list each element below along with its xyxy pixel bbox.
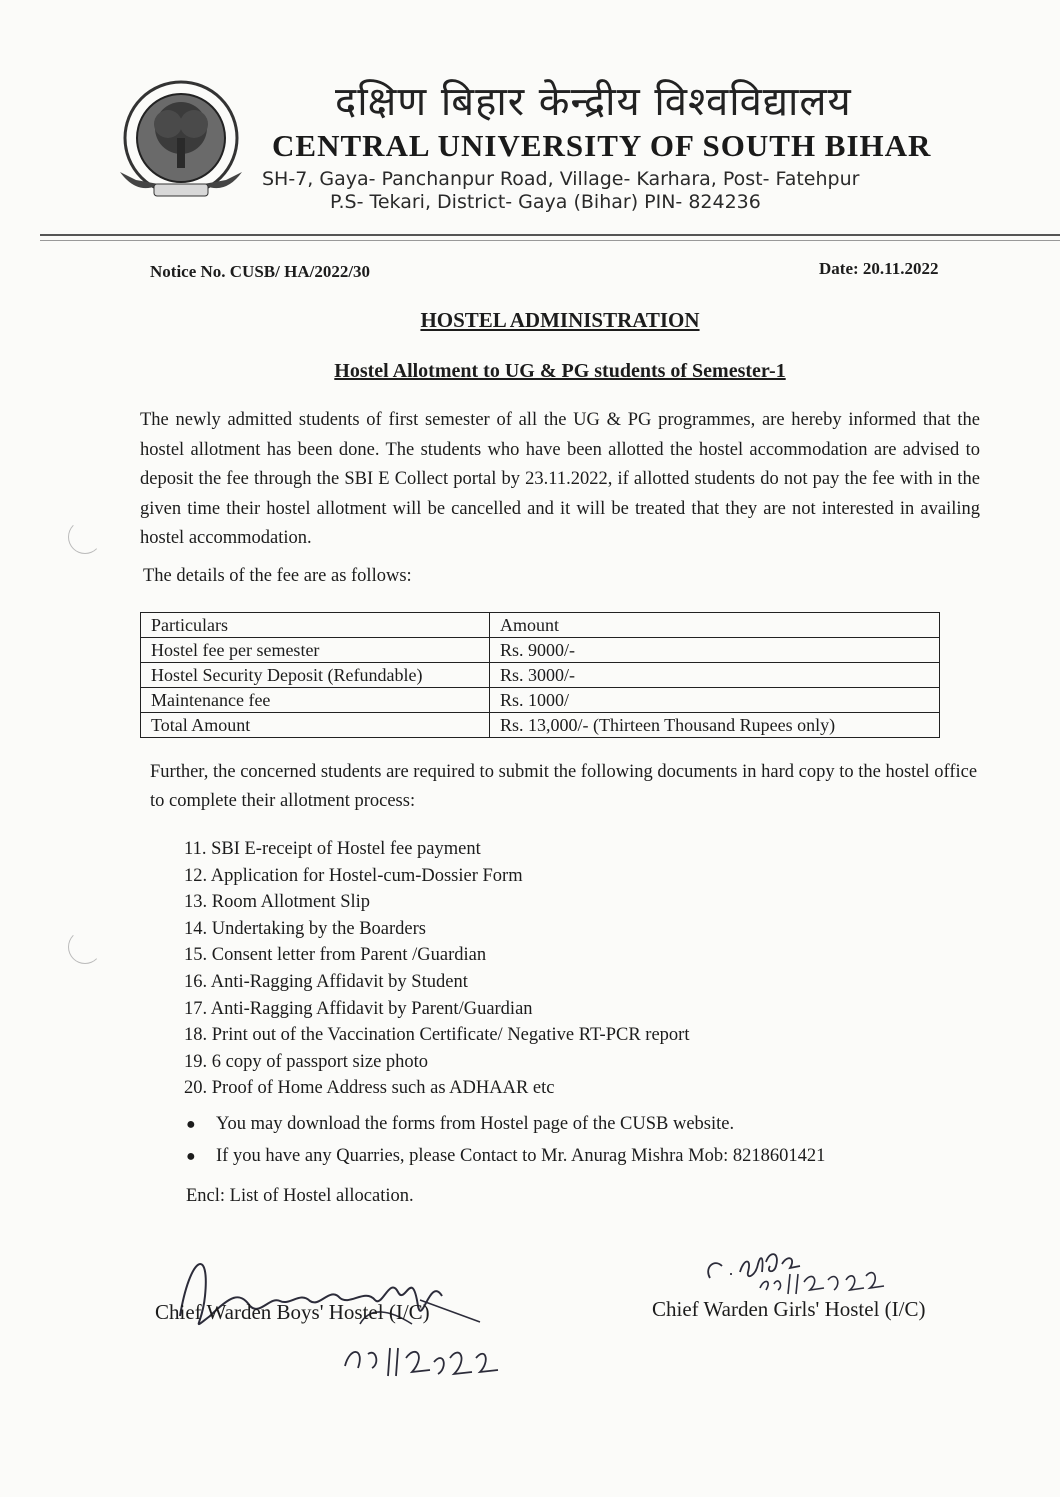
table-cell: Total Amount [141, 713, 490, 738]
university-name-hindi: दक्षिण बिहार केन्द्रीय विश्वविद्यालय [335, 79, 852, 125]
table-cell: Rs. 3000/- [490, 663, 940, 688]
list-item: 20. Proof of Home Address such as ADHAAR etc [184, 1078, 555, 1099]
bullet-item [186, 1108, 825, 1140]
table-row [141, 638, 940, 663]
table-cell: Rs. 9000/- [490, 638, 940, 663]
university-logo [116, 76, 246, 206]
table-header-cell: Amount [490, 613, 940, 638]
list-item: 16. Anti-Ragging Affidavit by Student [184, 971, 468, 992]
table-cell: Rs. 13,000/- (Thirteen Thousand Rupees only) [490, 713, 940, 738]
bullet-icon: ● [186, 1116, 196, 1133]
table-row [141, 713, 940, 738]
fee-table [140, 612, 940, 738]
list-item: 14. Undertaking by the Boarders [184, 918, 426, 939]
punch-hole-mark [68, 930, 102, 964]
girls-warden-signature [700, 1228, 900, 1298]
notice-date: Date: 20.11.2022 [819, 259, 939, 278]
punch-hole-mark [68, 520, 102, 554]
documents-list [184, 836, 689, 1102]
table-cell: Maintenance fee [141, 688, 490, 713]
fee-details-intro: The details of the fee are as follows: [143, 566, 412, 586]
list-item: 11. SBI E-receipt of Hostel fee payment [184, 839, 481, 859]
girls-warden-title: Chief Warden Girls' Hostel (I/C) [652, 1297, 926, 1321]
bullet-text: You may download the forms from Hostel page of the CUSB website. [216, 1114, 735, 1134]
documents-intro: Further, the concerned students are required to submit the following documents in hard copy to the hostel office to complete their allotment process: [150, 762, 978, 811]
table-row [141, 688, 940, 713]
section-title: HOSTEL ADMINISTRATION [420, 308, 700, 332]
notice-paragraph: The newly admitted students of first semester of all the UG & PG programmes, are hereby informed that the hostel allotment has been done. The students who have been allotted the hostel accommodation are advised to deposit the fee through the SBI E Collect portal by 23.11.2022, if allotted students do not pay the fee with in the given time their hostel allotment will be cancelled and it will be treated that they are not interested in availing hostel accommodation. [140, 410, 980, 548]
header-divider-thin [40, 240, 1060, 241]
university-name-english: CENTRAL UNIVERSITY OF SOUTH BIHAR [272, 128, 932, 163]
bullet-item [186, 1140, 825, 1172]
list-item: 13. Room Allotment Slip [184, 892, 371, 913]
notice-number: Notice No. CUSB/ HA/2022/30 [150, 262, 371, 281]
notes-list [186, 1108, 825, 1172]
bullet-icon: ● [186, 1148, 196, 1165]
address-line-2: P.S- Tekari, District- Gaya (Bihar) PIN- 824236 [330, 191, 761, 213]
list-item: 12. Application for Hostel-cum-Dossier Form [184, 865, 523, 886]
table-cell: Hostel fee per semester [141, 638, 490, 663]
table-row [141, 663, 940, 688]
list-item: 15. Consent letter from Parent /Guardian [184, 945, 487, 966]
address-line-1: SH-7, Gaya- Panchanpur Road, Village- Karhara, Post- Fatehpur [262, 168, 860, 190]
table-cell: Hostel Security Deposit (Refundable) [141, 663, 490, 688]
boys-warden-title: Chief Warden Boys' Hostel (I/C) [155, 1300, 430, 1324]
list-item: 18. Print out of the Vaccination Certificate/ Negative RT-PCR report [184, 1025, 690, 1046]
list-item: 19. 6 copy of passport size photo [184, 1051, 429, 1072]
table-header-cell: Particulars [141, 613, 490, 638]
enclosure-note: Encl: List of Hostel allocation. [186, 1186, 414, 1206]
table-cell: Rs. 1000/ [490, 688, 940, 713]
bullet-text: If you have any Quarries, please Contact to Mr. Anurag Mishra Mob: 8218601421 [216, 1146, 826, 1166]
header-divider [40, 234, 1060, 236]
table-header-row [141, 613, 940, 638]
notice-subject: Hostel Allotment to UG & PG students of Semester-1 [334, 360, 786, 382]
list-item: 17. Anti-Ragging Affidavit by Parent/Guardian [184, 998, 533, 1019]
